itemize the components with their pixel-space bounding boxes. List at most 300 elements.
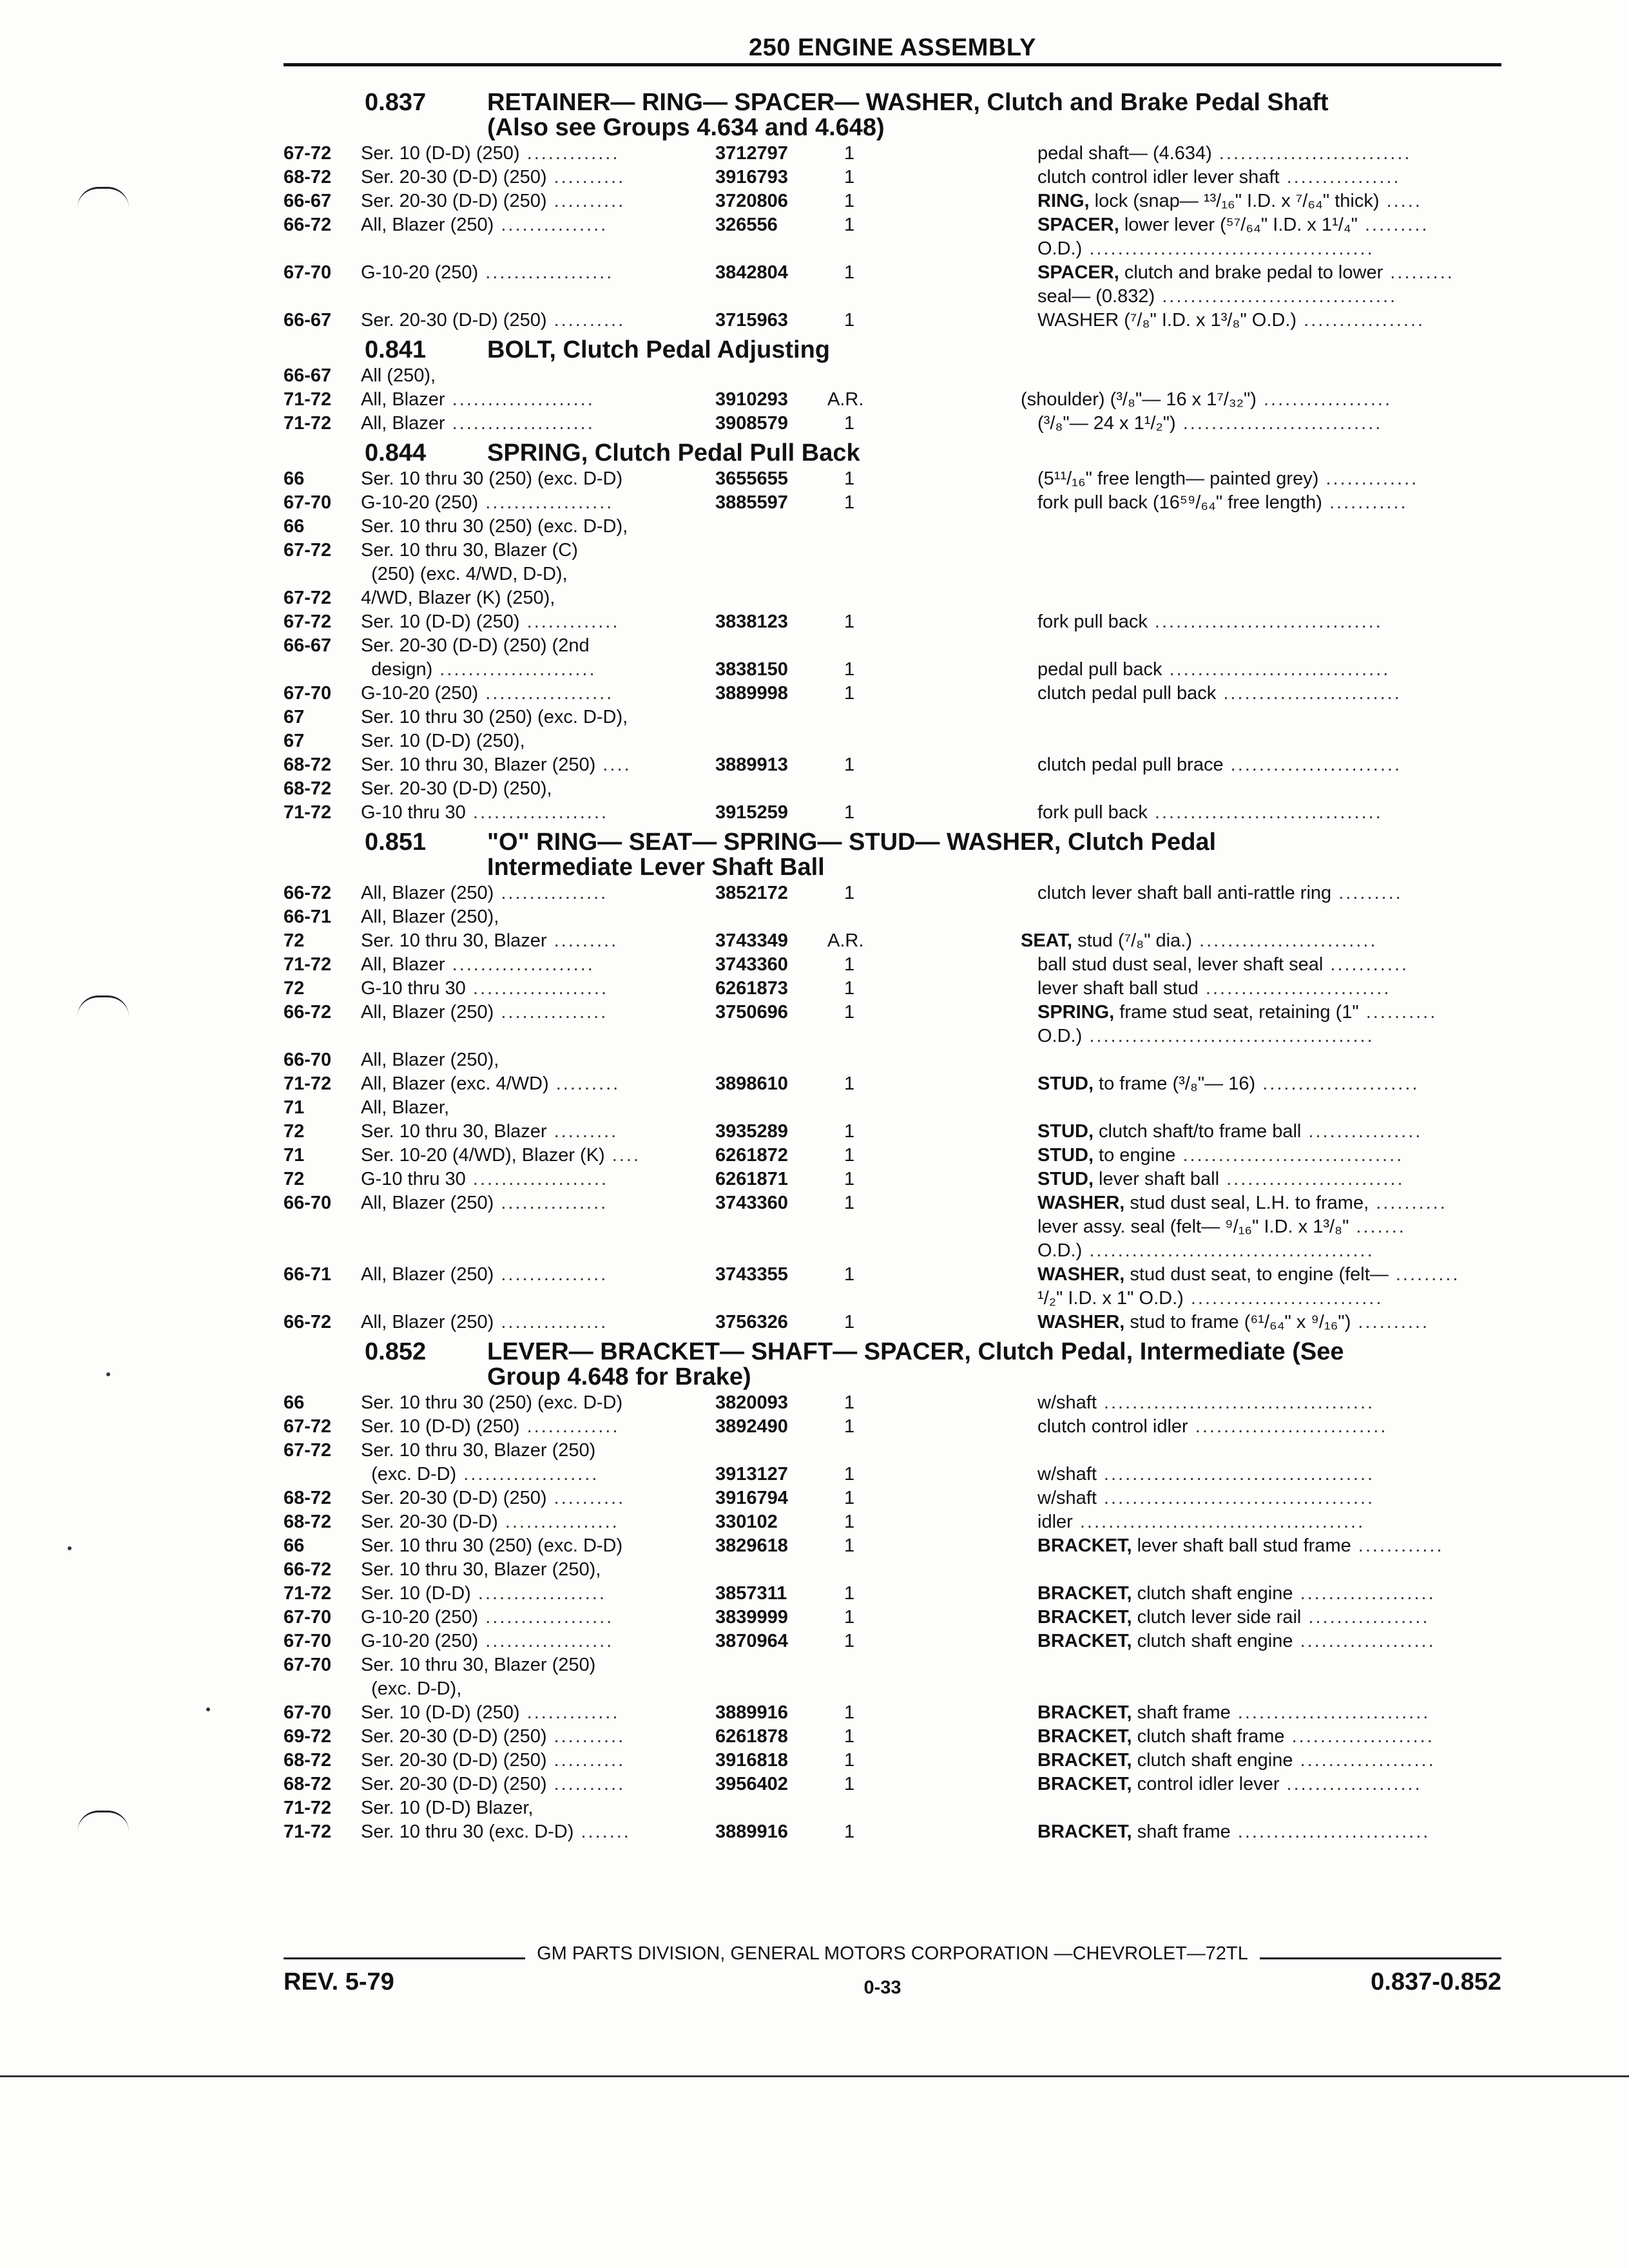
application-cell: [361, 658, 715, 682]
table-row: [284, 1144, 1501, 1168]
quantity: [831, 1796, 1037, 1820]
leader-dots: ....: [604, 1145, 641, 1166]
model-years: 66-72: [284, 1559, 332, 1580]
model-years: [284, 1024, 361, 1048]
table-row: [284, 1749, 1501, 1773]
table-row: [284, 1629, 1501, 1653]
part-name: BRACKET,: [1037, 1702, 1132, 1723]
part-number: 3889916: [715, 1821, 788, 1842]
description: SPACER, lower lever (⁵⁷/₆₄" I.D. x 1¹/₄" .........: [1037, 215, 1429, 235]
application-cell: [361, 610, 715, 634]
quantity: [831, 1653, 1037, 1677]
application-cell: [361, 682, 715, 706]
application-cell: [361, 1391, 715, 1415]
application-cell: [361, 1024, 715, 1048]
application: Ser. 20-30 (D-D) (250),: [361, 778, 552, 799]
description: O.D.) ........................................: [1037, 1026, 1374, 1046]
quantity: 1: [844, 1726, 855, 1747]
leader-dots: ....: [595, 754, 631, 775]
part-number: [715, 237, 831, 261]
table-row: [284, 1239, 1501, 1263]
description: fork pull back ................................: [1037, 802, 1383, 823]
application: Ser. 20-30 (D-D) (250): [361, 1774, 547, 1794]
application-cell: [361, 881, 715, 905]
part-name: STUD,: [1037, 1145, 1094, 1166]
application: Ser. 10 (D-D) (250): [361, 1416, 520, 1437]
application-cell: [361, 261, 715, 285]
part-name: WASHER,: [1037, 1193, 1125, 1213]
application-cell: [361, 309, 715, 332]
part-number: [715, 1439, 831, 1463]
quantity: 1: [844, 413, 855, 434]
leader-dots: .............: [519, 1416, 620, 1437]
group-title: [487, 90, 1501, 140]
application: Ser. 10 thru 30, Blazer (C): [361, 540, 578, 561]
quantity: 1: [844, 659, 855, 680]
application: G-10-20 (250): [361, 1631, 479, 1651]
model-years: 67-72: [284, 1440, 332, 1461]
description: STUD, lever shaft ball .........................: [1037, 1169, 1405, 1189]
model-years: 66-71: [284, 907, 332, 927]
table-row: [284, 777, 1501, 801]
group-header: [284, 830, 1501, 880]
model-years: 67: [284, 731, 305, 751]
description: lever shaft ball stud ..........................: [1037, 978, 1391, 999]
part-name: BRACKET,: [1037, 1821, 1132, 1842]
part-number: [715, 562, 831, 586]
table-row: [284, 1001, 1501, 1024]
quantity: [831, 1024, 1037, 1048]
description: [1037, 777, 1514, 801]
quantity: 1: [844, 1264, 855, 1285]
application: Ser. 10 thru 30 (250) (exc. D-D): [361, 1535, 623, 1556]
model-years: 71-72: [284, 1073, 332, 1094]
leader-dots: .........: [548, 1073, 621, 1094]
group-number: 0.852: [365, 1338, 427, 1365]
application-cell: [361, 1582, 715, 1606]
application: Ser. 10 (D-D) (250): [361, 1702, 520, 1723]
description: (³/₈"— 24 x 1¹/₂") ............................: [1037, 413, 1383, 434]
application-cell: [361, 1263, 715, 1287]
table-row: [284, 801, 1501, 825]
quantity: 1: [844, 1073, 855, 1094]
quantity: [831, 1439, 1037, 1463]
model-years: 66: [284, 1535, 305, 1556]
model-years: 67-70: [284, 1655, 332, 1675]
table-row: [284, 1072, 1501, 1096]
table-row: [284, 1287, 1501, 1311]
model-years: 66: [284, 516, 305, 537]
part-number: 3898610: [715, 1073, 788, 1094]
leader-dots: ...............: [494, 215, 608, 235]
quantity: [831, 1677, 1037, 1701]
description: ball stud dust seal, lever shaft seal ...........: [1037, 954, 1409, 975]
table-row: [284, 1463, 1501, 1486]
model-years: 67-72: [284, 1416, 332, 1437]
description: pedal shaft— (4.634) ...........................: [1037, 143, 1412, 164]
application: G-10 thru 30: [361, 978, 466, 999]
part-number: [715, 586, 831, 610]
description: BRACKET, clutch shaft engine ...................: [1037, 1631, 1436, 1651]
part-number: [715, 706, 831, 729]
part-name: BRACKET,: [1037, 1607, 1132, 1628]
group-header: [284, 1340, 1501, 1390]
quantity: 1: [844, 215, 855, 235]
table-row: [284, 1311, 1501, 1334]
leader-dots: ...............: [494, 1264, 608, 1285]
model-years: 67: [284, 707, 305, 727]
description: ¹/₂" I.D. x 1" O.D.) ...........................: [1037, 1288, 1383, 1309]
quantity: [831, 706, 1037, 729]
model-years: 67-72: [284, 143, 332, 164]
application-cell: [361, 1463, 715, 1486]
part-number: 3743349: [715, 930, 788, 951]
table-row: [284, 658, 1501, 682]
description: [1037, 1677, 1514, 1701]
application-cell: [361, 1120, 715, 1144]
description: STUD, to frame (³/₈"— 16) ......................: [1037, 1073, 1420, 1094]
table-row: [284, 1677, 1501, 1701]
application-cell: [361, 1439, 715, 1463]
table-row: [284, 1653, 1501, 1677]
application: Ser. 10 thru 30 (250) (exc. D-D),: [361, 516, 628, 537]
group-title-line: "O" RING— SEAT— SPRING— STUD— WASHER, Clutch Pedal: [487, 829, 1217, 856]
quantity: [831, 1096, 1037, 1120]
leader-dots: ..................: [478, 1607, 614, 1628]
table-row: [284, 1582, 1501, 1606]
table-row: [284, 1263, 1501, 1287]
part-number: 3715963: [715, 310, 788, 331]
application-cell: [361, 1820, 715, 1844]
application-cell: [361, 1796, 715, 1820]
quantity: 1: [844, 611, 855, 632]
group-header: [284, 90, 1501, 140]
quantity: 1: [844, 1702, 855, 1723]
part-name: BRACKET,: [1037, 1535, 1132, 1556]
application: (250) (exc. 4/WD, D-D),: [361, 564, 568, 584]
description: WASHER, stud dust seat, to engine (felt— .........: [1037, 1264, 1460, 1285]
description: clutch pedal pull back .........................: [1037, 683, 1402, 704]
part-number: 3842804: [715, 262, 788, 283]
model-years: [284, 1239, 361, 1263]
table-row: [284, 610, 1501, 634]
part-number: 3743355: [715, 1264, 788, 1285]
scan-bottom-rule: [0, 2075, 1629, 2077]
group-number: 0.851: [365, 829, 427, 856]
application: G-10 thru 30: [361, 1169, 466, 1189]
quantity: 1: [844, 1193, 855, 1213]
part-number: 3720806: [715, 191, 788, 211]
leader-dots: ....................: [445, 389, 595, 410]
description: WASHER, stud dust seal, L.H. to frame, ..........: [1037, 1193, 1447, 1213]
quantity: [831, 539, 1037, 562]
part-number: [715, 1653, 831, 1677]
application-cell: [361, 1415, 715, 1439]
application-cell: [361, 1653, 715, 1677]
description: STUD, to engine ...............................: [1037, 1145, 1404, 1166]
table-row: [284, 682, 1501, 706]
description: BRACKET, clutch shaft frame ....................: [1037, 1726, 1434, 1747]
quantity: 1: [844, 1750, 855, 1771]
model-years: 71: [284, 1145, 305, 1166]
quantity: 1: [844, 143, 855, 164]
part-number: 3889913: [715, 754, 788, 775]
model-years: [284, 1463, 361, 1486]
quantity: 1: [844, 1392, 855, 1413]
model-years: 72: [284, 1121, 305, 1142]
part-number: 6261872: [715, 1145, 788, 1166]
application: Ser. 10-20 (4/WD), Blazer (K): [361, 1145, 605, 1166]
group-title-line: SPRING, Clutch Pedal Pull Back: [487, 439, 860, 466]
part-number: [715, 1287, 831, 1311]
model-years: 66-71: [284, 1264, 332, 1285]
description: BRACKET, shaft frame ...........................: [1037, 1702, 1431, 1723]
part-name: BRACKET,: [1037, 1583, 1132, 1604]
leader-dots: ................: [497, 1512, 619, 1532]
part-name: RING,: [1037, 191, 1090, 211]
part-number: [715, 285, 831, 309]
table-row: [284, 929, 1501, 953]
leader-dots: ....................: [445, 413, 595, 434]
application-cell: [361, 777, 715, 801]
leader-dots: ..........: [546, 1774, 626, 1794]
application-cell: [361, 1001, 715, 1024]
part-number: 3910293: [715, 389, 788, 410]
part-number: [715, 905, 831, 929]
section-range: 0.837-0.852: [1371, 1968, 1501, 1995]
quantity: [831, 1558, 1037, 1582]
model-years: 67-70: [284, 1702, 332, 1723]
leader-dots: .......: [574, 1821, 631, 1842]
leader-dots: .............: [519, 611, 620, 632]
group-number: 0.841: [365, 336, 427, 363]
application: Ser. 10 thru 30, Blazer (250): [361, 1655, 596, 1675]
table-row: [284, 1391, 1501, 1415]
description: WASHER (⁷/₈" I.D. x 1³/₈" O.D.) .................: [1037, 310, 1425, 331]
table-row: [284, 562, 1501, 586]
part-name: SEAT,: [1021, 930, 1073, 951]
part-number: [715, 729, 831, 753]
page-header: [284, 34, 1501, 66]
application: All, Blazer (exc. 4/WD): [361, 1073, 549, 1094]
application-cell: [361, 1311, 715, 1334]
part-number: 3839999: [715, 1607, 788, 1628]
description: STUD, clutch shaft/to frame ball ................: [1037, 1121, 1423, 1142]
part-name: SPACER,: [1037, 215, 1119, 235]
model-years: 71-72: [284, 389, 332, 410]
model-years: 72: [284, 930, 305, 951]
table-row: [284, 1820, 1501, 1844]
application: All, Blazer (250): [361, 1193, 494, 1213]
part-name: BRACKET,: [1037, 1774, 1132, 1794]
leader-dots: ...............: [494, 1193, 608, 1213]
application: Ser. 10 thru 30, Blazer (250): [361, 754, 596, 775]
model-years: 69-72: [284, 1726, 332, 1747]
part-number: 6261871: [715, 1169, 788, 1189]
application: All (250),: [361, 365, 436, 386]
application-cell: [361, 1168, 715, 1191]
table-row: [284, 539, 1501, 562]
application: Ser. 10 (D-D) (250): [361, 611, 520, 632]
application-cell: [361, 1191, 715, 1215]
description: [1037, 562, 1514, 586]
part-number: 3892490: [715, 1416, 788, 1437]
group-title: [487, 338, 1501, 363]
application: Ser. 20-30 (D-D) (250): [361, 167, 547, 187]
footer-publisher-line: GM PARTS DIVISION, GENERAL MOTORS CORPORATION —CHEVROLET—72TL: [537, 1943, 1248, 1964]
part-number: [715, 1239, 831, 1263]
table-row: [284, 1120, 1501, 1144]
application-cell: [361, 491, 715, 515]
part-number: 3743360: [715, 954, 788, 975]
application: Ser. 10 (D-D) (250): [361, 143, 520, 164]
header-rule: [284, 63, 1501, 66]
part-number: 3908579: [715, 413, 788, 434]
leader-dots: ..........: [546, 167, 626, 187]
application: G-10-20 (250): [361, 492, 479, 513]
model-years: 66-70: [284, 1193, 332, 1213]
model-years: 71-72: [284, 954, 332, 975]
part-number: 3829618: [715, 1535, 788, 1556]
application-cell: [361, 905, 715, 929]
application-cell: [361, 1725, 715, 1749]
application: All, Blazer: [361, 413, 445, 434]
table-row: [284, 388, 1501, 412]
quantity: 1: [844, 1631, 855, 1651]
table-row: [284, 905, 1501, 929]
quantity: 1: [844, 978, 855, 999]
table-row: [284, 881, 1501, 905]
application-cell: [361, 1072, 715, 1096]
margin-mark: [77, 187, 129, 208]
quantity: [831, 586, 1037, 610]
quantity: [831, 364, 1037, 388]
part-number: [715, 364, 831, 388]
group-number: 0.837: [365, 89, 427, 116]
part-number: 3916818: [715, 1750, 788, 1771]
table-row: [284, 1191, 1501, 1215]
description: SPRING, frame stud seat, retaining (1" ..........: [1037, 1002, 1438, 1023]
quantity: [831, 1048, 1037, 1072]
application-cell: [361, 1510, 715, 1534]
table-row: [284, 634, 1501, 658]
quantity: 1: [844, 683, 855, 704]
application-cell: [361, 1239, 715, 1263]
part-number: 3916794: [715, 1488, 788, 1508]
application: design): [361, 659, 433, 680]
application-cell: [361, 189, 715, 213]
quantity: 1: [844, 1821, 855, 1842]
group-title-line: (Also see Groups 4.634 and 4.648): [487, 114, 885, 141]
application-cell: [361, 1749, 715, 1773]
description: clutch lever shaft ball anti-rattle ring .........: [1037, 883, 1403, 903]
description: pedal pull back ...............................: [1037, 659, 1391, 680]
model-years: 67-70: [284, 262, 332, 283]
model-years: 71-72: [284, 802, 332, 823]
application: G-10-20 (250): [361, 1607, 479, 1628]
model-years: 72: [284, 1169, 305, 1189]
quantity: 1: [844, 1169, 855, 1189]
group-title: [487, 1340, 1501, 1390]
application: Ser. 10 thru 30, Blazer (250),: [361, 1559, 601, 1580]
application: Ser. 10 thru 30, Blazer: [361, 1121, 547, 1142]
part-number: [715, 634, 831, 658]
model-years: 68-72: [284, 778, 332, 799]
part-name: STUD,: [1037, 1073, 1094, 1094]
application-cell: [361, 1701, 715, 1725]
part-number: [715, 1024, 831, 1048]
model-years: 67-72: [284, 540, 332, 561]
description: w/shaft ......................................: [1037, 1464, 1375, 1485]
application: All, Blazer (250): [361, 1002, 494, 1023]
application: Ser. 10 (D-D) Blazer,: [361, 1798, 534, 1818]
part-name: WASHER,: [1037, 1264, 1125, 1285]
table-row: [284, 1215, 1501, 1239]
part-name: SPRING,: [1037, 1002, 1115, 1023]
application-cell: [361, 729, 715, 753]
description: lever assy. seal (felt— ⁹/₁₆" I.D. x 1³/₈" .......: [1037, 1216, 1406, 1237]
application-cell: [361, 539, 715, 562]
description: [1037, 1048, 1514, 1072]
quantity: A.R.: [827, 389, 864, 410]
part-name: WASHER,: [1037, 1312, 1125, 1332]
part-name: BRACKET,: [1037, 1750, 1132, 1771]
application: All, Blazer (250): [361, 1264, 494, 1285]
group-number: 0.844: [365, 439, 427, 466]
group-title-line: BOLT, Clutch Pedal Adjusting: [487, 336, 830, 363]
table-row: [284, 1773, 1501, 1796]
application: All, Blazer: [361, 954, 445, 975]
leader-dots: ...................: [456, 1464, 599, 1485]
table-row: [284, 189, 1501, 213]
application: (exc. D-D): [361, 1464, 457, 1485]
model-years: [284, 1677, 361, 1701]
application-cell: [361, 1144, 715, 1168]
application-cell: [361, 1287, 715, 1311]
application-cell: [361, 929, 715, 953]
part-number: [715, 1796, 831, 1820]
application: All, Blazer (250),: [361, 1050, 499, 1070]
application: Ser. 10 thru 30 (exc. D-D): [361, 1821, 574, 1842]
application-cell: [361, 977, 715, 1001]
application: Ser. 10 thru 30 (250) (exc. D-D),: [361, 707, 628, 727]
part-name: BRACKET,: [1037, 1631, 1132, 1651]
application-cell: [361, 364, 715, 388]
description: w/shaft ......................................: [1037, 1392, 1375, 1413]
table-row: [284, 412, 1501, 436]
quantity: 1: [844, 310, 855, 331]
model-years: [284, 1287, 361, 1311]
application-cell: [361, 1677, 715, 1701]
application: Ser. 20-30 (D-D) (250): [361, 1488, 547, 1508]
table-row: [284, 1168, 1501, 1191]
table-row: [284, 1796, 1501, 1820]
description: BRACKET, shaft frame ...........................: [1037, 1821, 1431, 1842]
application: G-10-20 (250): [361, 683, 479, 704]
application: Ser. 20-30 (D-D) (250): [361, 191, 547, 211]
description: SEAT, stud (⁷/₈" dia.) .........................: [1021, 930, 1378, 951]
quantity: 1: [844, 191, 855, 211]
leader-dots: ..........: [546, 1750, 626, 1771]
description: (shoulder) (³/₈"— 16 x 1⁷/₃₂") ..................: [1021, 389, 1393, 410]
leader-dots: ..................: [478, 1631, 614, 1651]
leader-dots: .........: [546, 1121, 619, 1142]
quantity: 1: [844, 1145, 855, 1166]
quantity: 1: [844, 1535, 855, 1556]
quantity: 1: [844, 1121, 855, 1142]
part-number: [715, 1677, 831, 1701]
quantity: [831, 237, 1037, 261]
